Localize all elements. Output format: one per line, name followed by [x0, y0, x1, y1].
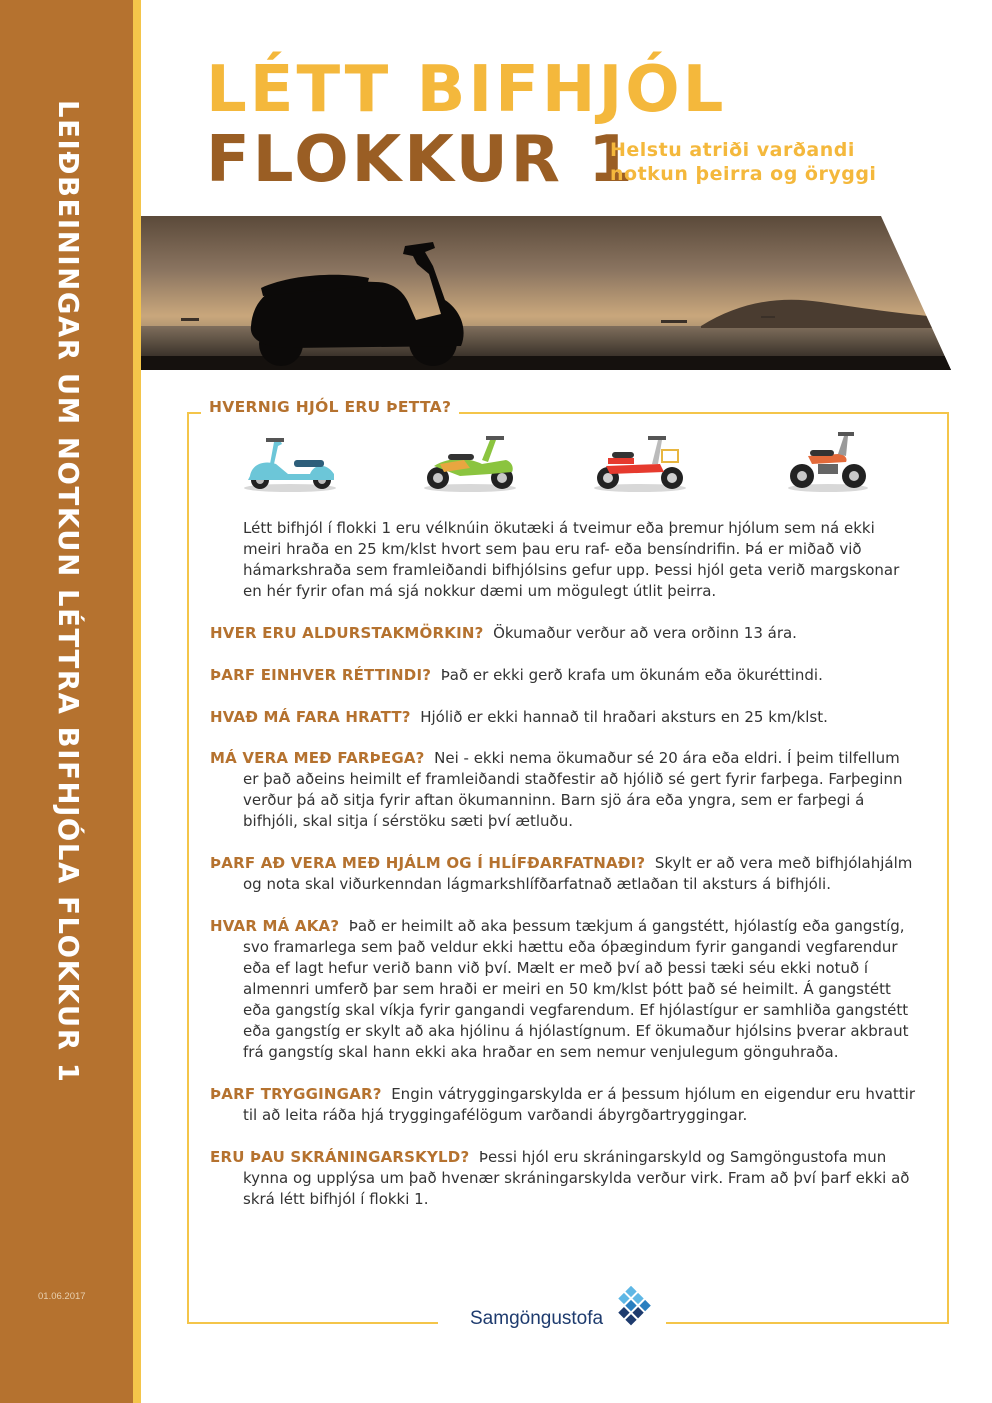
- question-label: HVER ERU ALDURSTAKMÖRKIN?: [210, 624, 484, 642]
- question-answer: Þessi hjól eru skráningarskyld og Samgöngustofa mun kynna og upplýsa um það hvenær skráningarskylda verður virk. Fram að því þarf ekki að skrá létt bifhjól í flokki 1.: [243, 1148, 910, 1208]
- question-age-limits: [210, 623, 916, 644]
- question-helmet: [210, 853, 916, 895]
- document-date: 01.06.2017: [38, 1291, 86, 1302]
- banner-photo: [141, 216, 951, 370]
- question-answer: Engin vátryggingarskylda er á þessum hjólum en eigendur eru hvattir til að leita ráða hjá tryggingafélögum varðandi ábyrgðartryggingar.: [243, 1085, 915, 1124]
- scooter-silhouette-image: [141, 216, 951, 370]
- question-insurance: [210, 1084, 916, 1126]
- question-where-to-ride: [210, 916, 916, 1063]
- question-label: ERU ÞAU SKRÁNINGARSKYLD?: [210, 1148, 470, 1166]
- question-answer: Nei - ekki nema ökumaður sé 20 ára eða eldri. Í þeim tilfellum er það aðeins heimilt ef framleiðandi staðfestir að hjólið sé gert fyrir farþega. Farþeginn verður þá að sitja fyrir aftan ökumanninn. Barn sjö ára eða yngra, sem er farþegi á bifhjóli, skal sitja í sérstöku sæti því ætluðu.: [243, 749, 903, 830]
- question-license: [210, 665, 916, 686]
- subtitle-line1: Helstu atriði varðandi: [610, 139, 855, 161]
- samgongustofa-logo: [470, 1284, 660, 1334]
- question-answer: Það er ekki gerð krafa um ökunám eða ökuréttindi.: [440, 666, 823, 684]
- question-label: ÞARF AÐ VERA MEÐ HJÁLM OG Í HLÍFÐARFATNAÐI?: [210, 854, 646, 872]
- info-text: [210, 518, 916, 1231]
- question-speed: [210, 707, 916, 728]
- info-box-heading: HVERNIG HJÓL ERU ÞETTA?: [201, 398, 459, 416]
- page-title-line1: LÉTT BIFHJÓL: [206, 53, 727, 127]
- intro-paragraph: Létt bifhjól í flokki 1 eru vélknúin ökutæki á tveimur eða þremur hjólum sem ná ekki meiri hraða en 25 km/klst hvort sem þau eru raf- eða bensíndrifin. Þá er miðað við hámarkshraða sem framleiðandi bifhjólsins gefur upp. Þessi hjól geta verið margskonar en hér fyrir ofan má sjá nokkur dæmi um mögulegt útlit þeirra.: [243, 519, 900, 600]
- question-answer: Hjólið er ekki hannað til hraðari aksturs en 25 km/klst.: [420, 708, 828, 726]
- sidebar-title: LEIÐBEININGAR UM NOTKUN LÉTTRA BIFHJÓLA FLOKKUR 1: [52, 100, 84, 1084]
- question-label: ÞARF EINHVER RÉTTINDI?: [210, 666, 432, 684]
- sidebar-accent-line: [133, 0, 141, 1403]
- question-answer: Ökumaður verður að vera orðinn 13 ára.: [493, 624, 797, 642]
- orange-minibike-icon: [778, 430, 878, 494]
- question-label: HVAR MÁ AKA?: [210, 917, 340, 935]
- question-answer: Það er heimilt að aka þessum tækjum á gangstétt, hjólastíg eða gangstíg, svo framarlega sem það veldur ekki hættu eða óþægindum fyrir gangandi vegfarendur eða ef lagt hefur verið bann við því. Mælt er með því að þessi tæki séu ekki notuð í almennri umferð þar sem hraði er meiri en 50 km/klst þótt það sé heimilt. Á gangstétt eða gangstíg skal víkja fyrir gangandi vegfarendum. Ef hjólastígur er samhliða gangstétt eða gangstíg er skylt að aka hjólinu á hjólastígnum. Ef ökumaður hjólsins þverar akbraut frá gangstíg skal hann ekki aka hraðar en sem nemur venjulegum gönguhraða.: [243, 917, 909, 1061]
- question-label: HVAÐ MÁ FARA HRATT?: [210, 708, 411, 726]
- page-subtitle: [610, 138, 876, 186]
- sidebar-title-wrap: [40, 100, 96, 1170]
- sidebar: [0, 0, 133, 1403]
- subtitle-line2: notkun þeirra og öryggi: [610, 163, 877, 185]
- logo-text: Samgöngustofa: [470, 1308, 604, 1329]
- question-registration: [210, 1147, 916, 1210]
- logo-mark-icon: [610, 1286, 652, 1328]
- question-passengers: [210, 748, 916, 832]
- page-title-line2: FLOKKUR 1: [206, 123, 636, 197]
- green-moped-icon: [420, 430, 520, 494]
- question-label: ÞARF TRYGGINGAR?: [210, 1085, 382, 1103]
- question-label: MÁ VERA MEÐ FARÞEGA?: [210, 749, 425, 767]
- question-answer: Skylt er að vera með bifhjólahjálm og nota skal viðurkenndan lágmarkshlífðarfatnað ætlaðan til aksturs á bifhjóli.: [243, 854, 913, 893]
- red-moped-icon: [590, 430, 690, 494]
- blue-scooter-icon: [240, 430, 340, 494]
